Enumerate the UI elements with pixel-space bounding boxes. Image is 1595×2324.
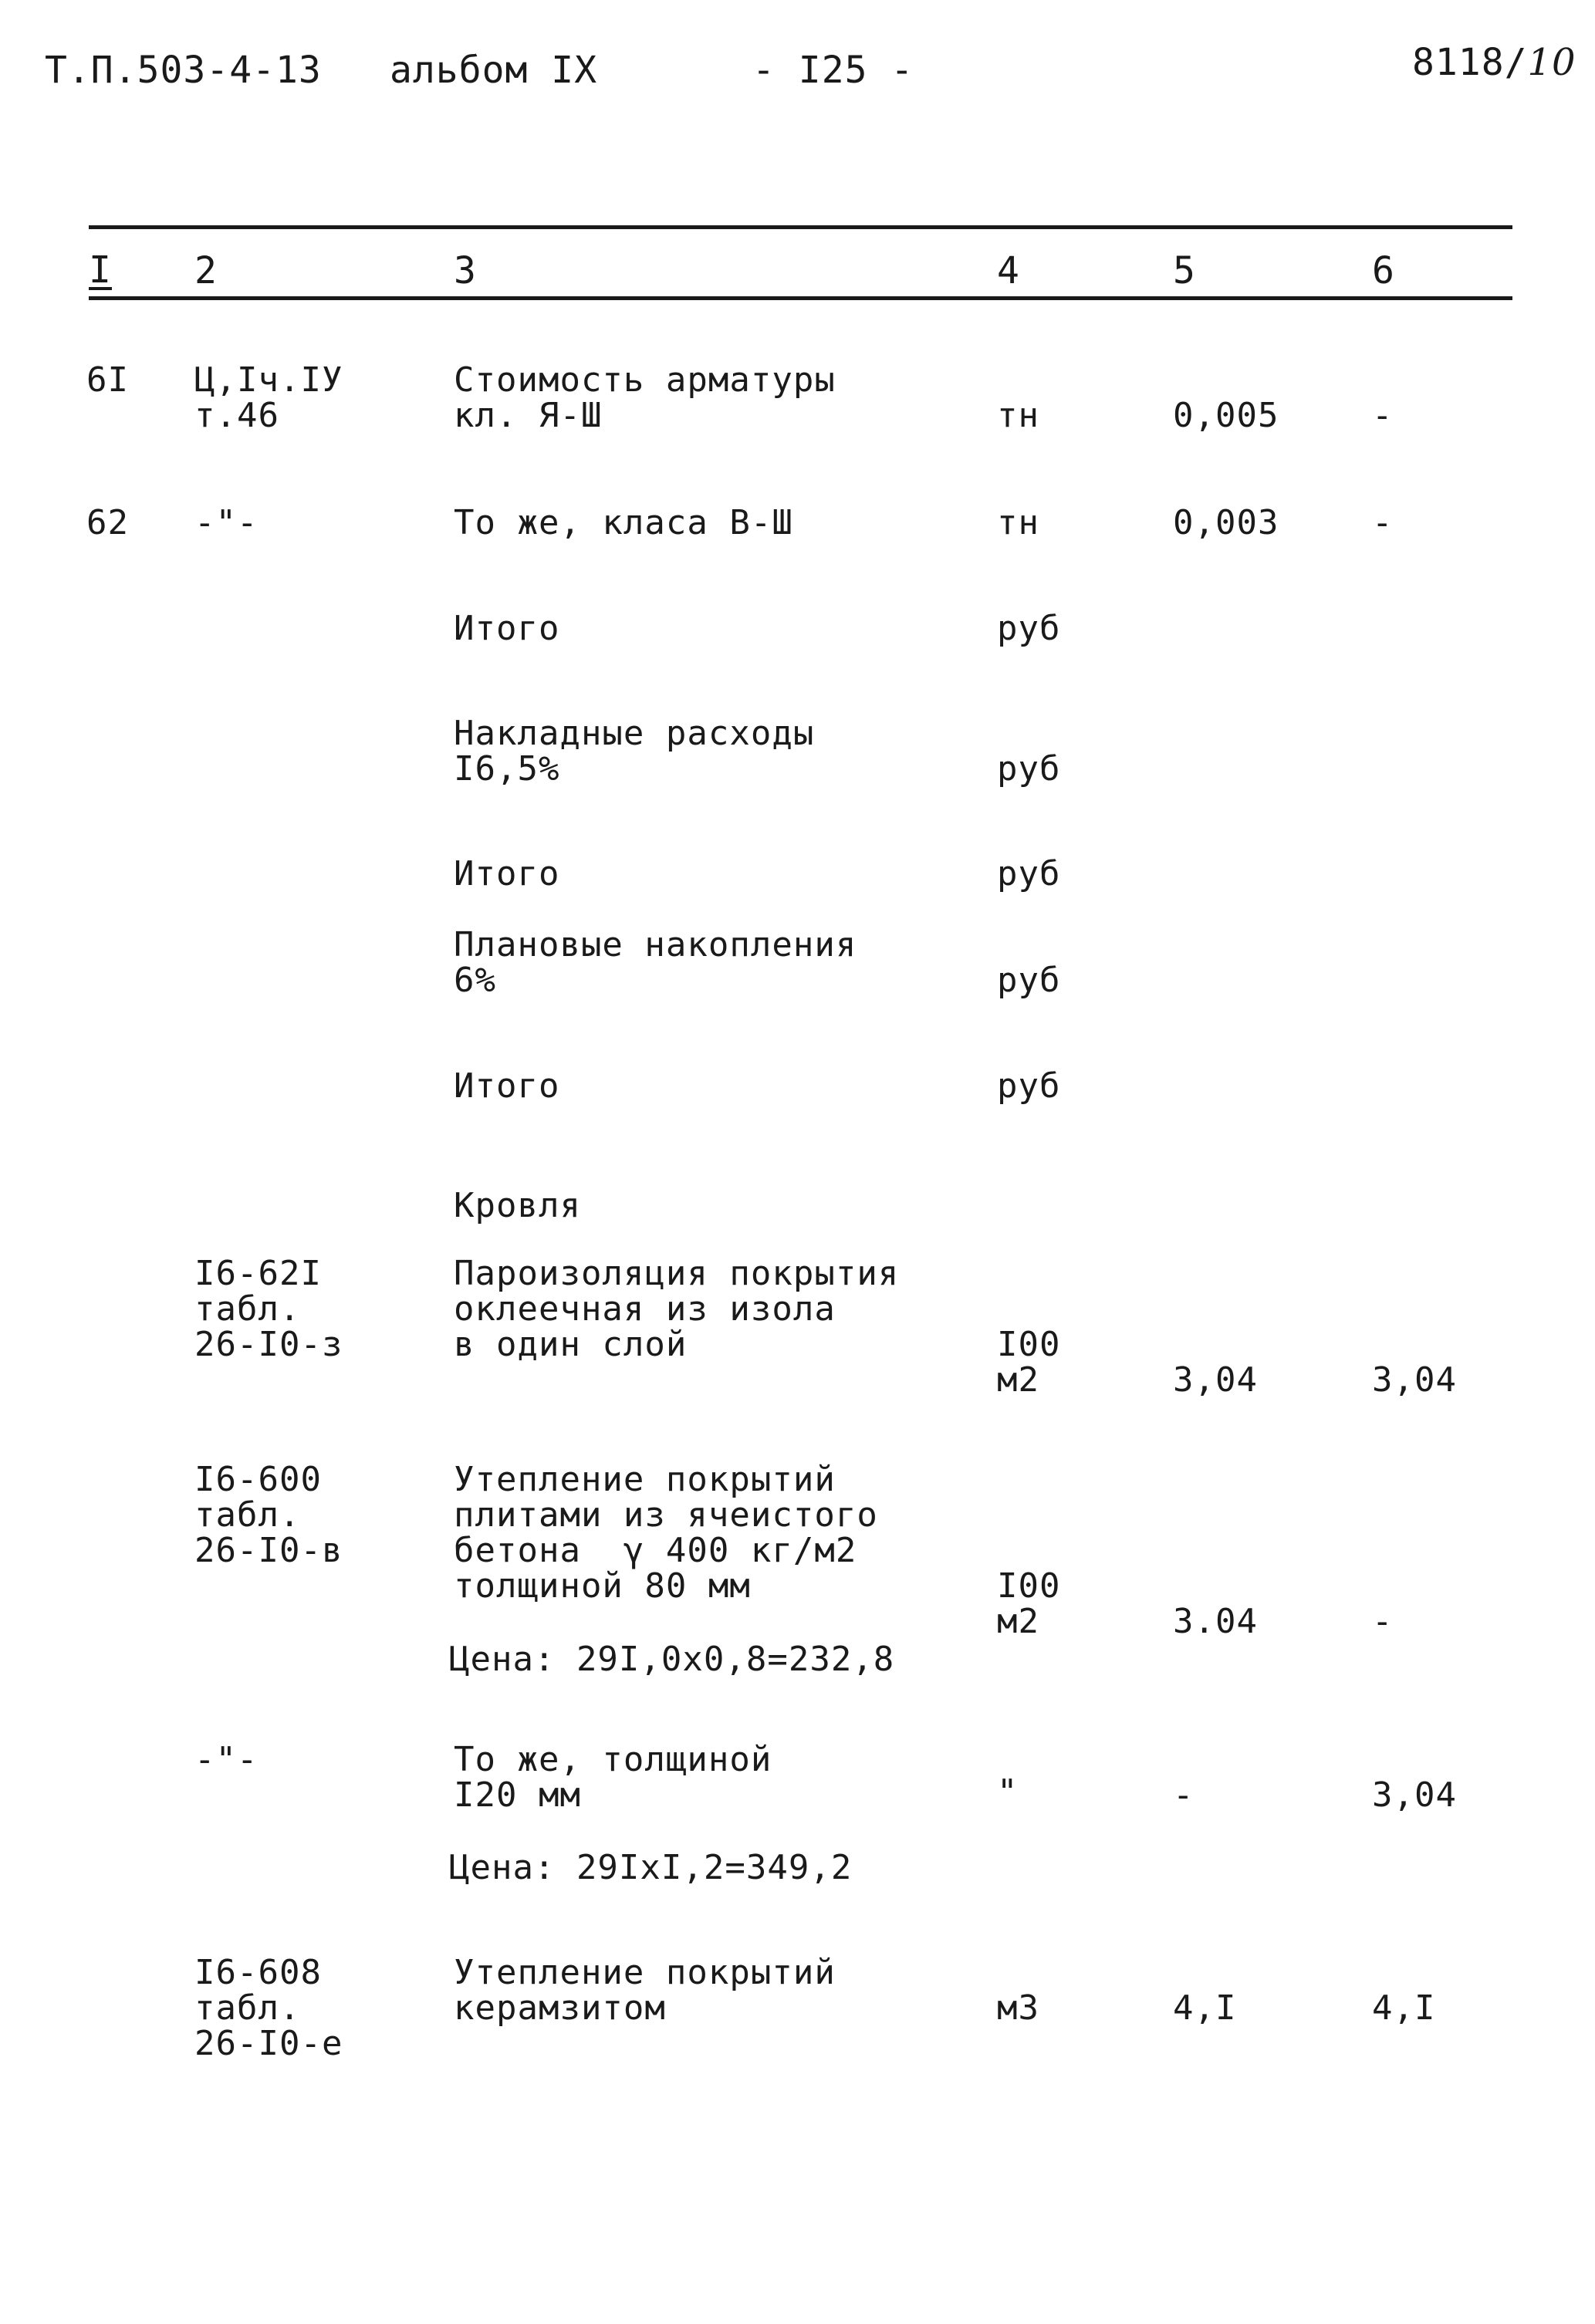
row-ref-line: -"- (194, 1740, 259, 1779)
document-code: Т.П.503-4-13 (45, 49, 322, 92)
row-ref-line: 26-I0-в (194, 1531, 343, 1570)
stamp-number-main: 8118/ (1412, 41, 1528, 84)
row-unit-line: м2 (997, 1360, 1039, 1400)
row-ref-line: табл. (194, 1289, 301, 1329)
col-header-6: 6 (1372, 249, 1395, 292)
col-header-4: 4 (997, 249, 1020, 292)
row-unit: руб (997, 609, 1061, 648)
row-ref-line: т.46 (194, 396, 279, 435)
row-unit: м3 (997, 1988, 1039, 2028)
row-desc-line: Стоимость арматуры (454, 360, 836, 400)
row-unit-line: м2 (997, 1602, 1039, 1641)
row-ref-line: табл. (194, 1988, 301, 2028)
row-unit: руб (997, 961, 1061, 1000)
row-desc-line: Итого (454, 854, 560, 893)
col-header-2: 2 (194, 249, 218, 292)
row-desc-line: То же, класа В-Ш (454, 503, 793, 542)
row-desc-line: Плановые накопления (454, 925, 857, 964)
row-desc-line: 6% (454, 961, 496, 1000)
stamp-number (1412, 41, 1576, 84)
section-heading: Кровля (454, 1186, 581, 1225)
row-unit: тн (997, 503, 1039, 542)
row-ref-line: I6-608 (194, 1953, 322, 1992)
row-desc-line: I6,5% (454, 749, 560, 789)
row-desc-line: бетона γ 400 кг/м2 (454, 1531, 857, 1570)
row-desc-line: I20 мм (454, 1775, 581, 1815)
stamp-number-handwritten: 10 (1527, 41, 1576, 84)
row-desc-line: плитами из ячеистого (454, 1495, 878, 1535)
row-desc-line: Пароизоляция покрытия (454, 1254, 900, 1293)
row-qty-col6: - (1372, 503, 1394, 542)
row-desc-line: Утепление покрытий (454, 1460, 836, 1499)
row-qty-col5: 3,04 (1173, 1360, 1258, 1400)
row-desc-line: Итого (454, 609, 560, 648)
row-desc-line: Накладные расходы (454, 714, 815, 753)
col-header-5: 5 (1173, 249, 1196, 292)
row-qty-col6: 3,04 (1372, 1360, 1457, 1400)
row-qty-col6: - (1372, 396, 1394, 435)
row-ref-line: -"- (194, 503, 259, 542)
row-desc-line: То же, толщиной (454, 1740, 772, 1779)
row-qty-col6: - (1372, 1602, 1394, 1641)
row-qty-col5: 3.04 (1173, 1602, 1258, 1641)
row-unit: тн (997, 396, 1039, 435)
table-top-rule (89, 225, 1512, 229)
row-qty-col6: 3,04 (1372, 1775, 1457, 1815)
album-label: альбом IX (390, 49, 598, 92)
row-qty-col5: 0,005 (1173, 396, 1279, 435)
row-qty-col5: 0,003 (1173, 503, 1279, 542)
row-qty-col5: - (1173, 1775, 1195, 1815)
row-ref-line: табл. (194, 1495, 301, 1535)
row-desc-line: в один слой (454, 1325, 688, 1364)
row-desc-line: оклеечная из изола (454, 1289, 836, 1329)
row-price-note: Цена: 29I,0x0,8=232,8 (449, 1640, 895, 1679)
row-qty-col6: 4,I (1372, 1988, 1436, 2028)
row-ref-line: Ц,Iч.IУ (194, 360, 343, 400)
row-unit-line: I00 (997, 1566, 1061, 1606)
row-unit: " (997, 1772, 1019, 1812)
row-desc-line: кл. Я-Ш (454, 396, 603, 435)
row-unit: руб (997, 854, 1061, 893)
table-header-rule (89, 296, 1512, 300)
row-ref-line: 26-I0-з (194, 1325, 343, 1364)
row-unit: руб (997, 749, 1061, 789)
row-ref-line: I6-62I (194, 1254, 322, 1293)
col-header-3: 3 (454, 249, 477, 292)
row-unit-line: I00 (997, 1325, 1061, 1364)
row-desc-line: керамзитом (454, 1988, 666, 2028)
row-number: 6I (86, 360, 129, 400)
row-number: 62 (86, 503, 129, 542)
row-desc-line: Итого (454, 1066, 560, 1106)
row-ref-line: 26-I0-е (194, 2024, 343, 2063)
row-qty-col5: 4,I (1173, 1988, 1237, 2028)
col-header-1: I (89, 248, 112, 292)
row-desc-line: Утепление покрытий (454, 1953, 836, 1992)
row-desc-line: толщиной 80 мм (454, 1566, 751, 1606)
row-unit: руб (997, 1066, 1061, 1106)
page-number: - I25 - (752, 49, 914, 92)
row-ref-line: I6-600 (194, 1460, 322, 1499)
row-price-note: Цена: 29IxI,2=349,2 (449, 1848, 853, 1887)
